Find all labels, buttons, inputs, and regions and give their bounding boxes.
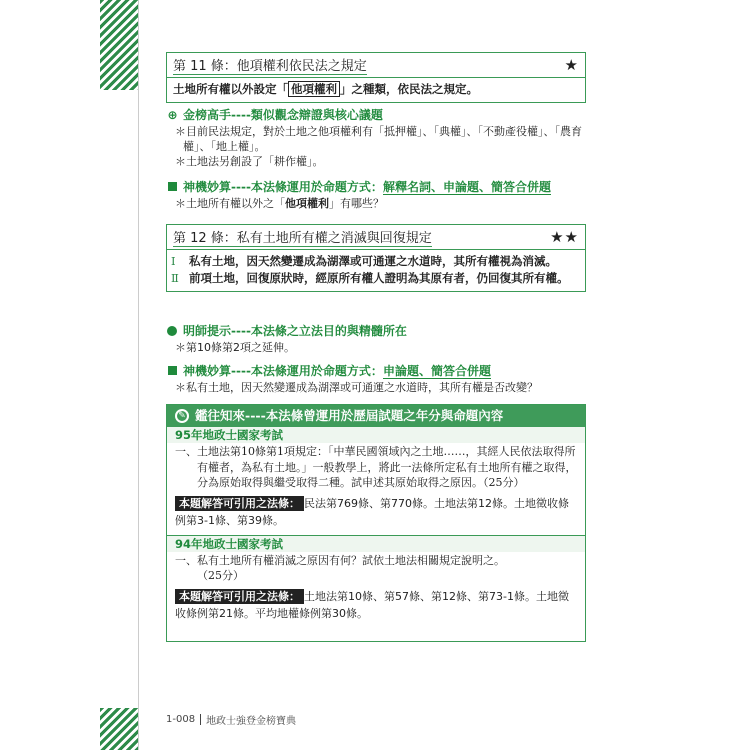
article-11-title: 第 11 條：他項權利依民法之規定 <box>173 55 367 75</box>
exam-question: 一、土地法第10條第1項規定：「中華民國領域內之土地……，其經人民依法取得所有權者，為私有土地。」一般教學上，將此一法條所定私有土地所有權之取得，分為原始取得與繼受取得二種。試申述其原始取得之原因。（25分） <box>175 445 577 489</box>
article-11-stars: ★ <box>564 56 579 74</box>
section-title: 明師提示----本法條之立法目的與精髓所在 <box>166 322 590 340</box>
page-spine <box>138 0 139 750</box>
note-item: ＊土地所有權以外之「他項權利」有哪些？ <box>175 197 384 210</box>
section-title: 神機妙算----本法條運用於命題方式：申論題、簡答合併題 <box>166 362 590 380</box>
circle-bullet-icon <box>167 326 177 336</box>
square-bullet-icon <box>168 366 177 375</box>
pen-icon: ✎ <box>175 409 189 423</box>
plus-circle-icon: ⊕ <box>167 108 178 122</box>
article-11-box <box>166 52 586 103</box>
exam-reference: 本題解答可引用之法條： 土地法第10條、第57條、第12條、第73-1條。土地徵收條例第21條。平均地權條例第30條。 <box>175 589 569 620</box>
reference-label: 本題解答可引用之法條： <box>175 589 304 604</box>
decorative-stripe-top <box>100 0 138 90</box>
article-12-clause: Ⅱ 前項土地，回復原狀時，經原所有權人證明為其原有者，仍回復其所有權。 <box>171 271 569 285</box>
reference-label: 本題解答可引用之法條： <box>175 496 304 511</box>
book-title: 地政士強登金榜寶典 <box>206 716 297 727</box>
article-12-stars: ★★ <box>550 228 579 246</box>
section-title: 神機妙算----本法條運用於命題方式：解釋名詞、申論題、簡答合併題 <box>166 178 590 196</box>
past-exam-header: ✎ 鑑往知來----本法條曾運用於歷屆試題之年分與命題內容 <box>167 405 585 427</box>
section-title: ⊕ 金榜高手----類似觀念辯證與核心議題 <box>167 108 383 122</box>
note-item: ＊第10條第2項之延伸。 <box>175 341 295 354</box>
square-bullet-icon <box>168 182 177 191</box>
exam-question: 一、私有土地所有權消滅之原因有何？試依土地法相關規定說明之。 （25分） <box>175 553 505 582</box>
section-exam-usage-2 <box>166 362 590 395</box>
highlight-term: 他項權利 <box>288 81 340 97</box>
article-11-body: 土地所有權以外設定「 他項權利 」之種類，依民法之規定。 <box>173 82 478 96</box>
note-item: ＊目前民法規定，對於土地之他項權利有「抵押權」、「典權」、「不動產役權」、「農育權」、「地上權」。 <box>175 125 582 153</box>
section-exam-usage <box>166 178 590 211</box>
article-12-clause: Ⅰ 私有土地，因天然變遷成為湖澤或可通運之水道時，其所有權視為消滅。 <box>171 254 557 268</box>
exam-year: 94年地政士國家考試 <box>167 536 585 552</box>
exam-reference: 本題解答可引用之法條： 民法第769條、第770條。土地法第12條。土地徵收條例第3-1條、第39條。 <box>175 496 569 527</box>
section-expert-notes <box>166 106 590 169</box>
note-item: ＊土地法另創設了「耕作權」。 <box>175 155 324 168</box>
page-number: 1-008 <box>166 714 201 725</box>
article-12-box <box>166 224 586 292</box>
page-footer <box>166 712 296 727</box>
article-12-title: 第 12 條：私有土地所有權之消滅與回復規定 <box>173 227 432 247</box>
past-exam-box <box>166 404 586 642</box>
decorative-stripe-bottom <box>100 708 138 750</box>
note-item: ＊私有土地，因天然變遷成為湖澤或可通運之水道時，其所有權是否改變？ <box>175 381 538 394</box>
exam-year: 95年地政士國家考試 <box>167 427 585 443</box>
section-teacher-hint <box>166 322 590 355</box>
article-11-header <box>167 53 585 78</box>
article-12-header <box>167 225 585 250</box>
